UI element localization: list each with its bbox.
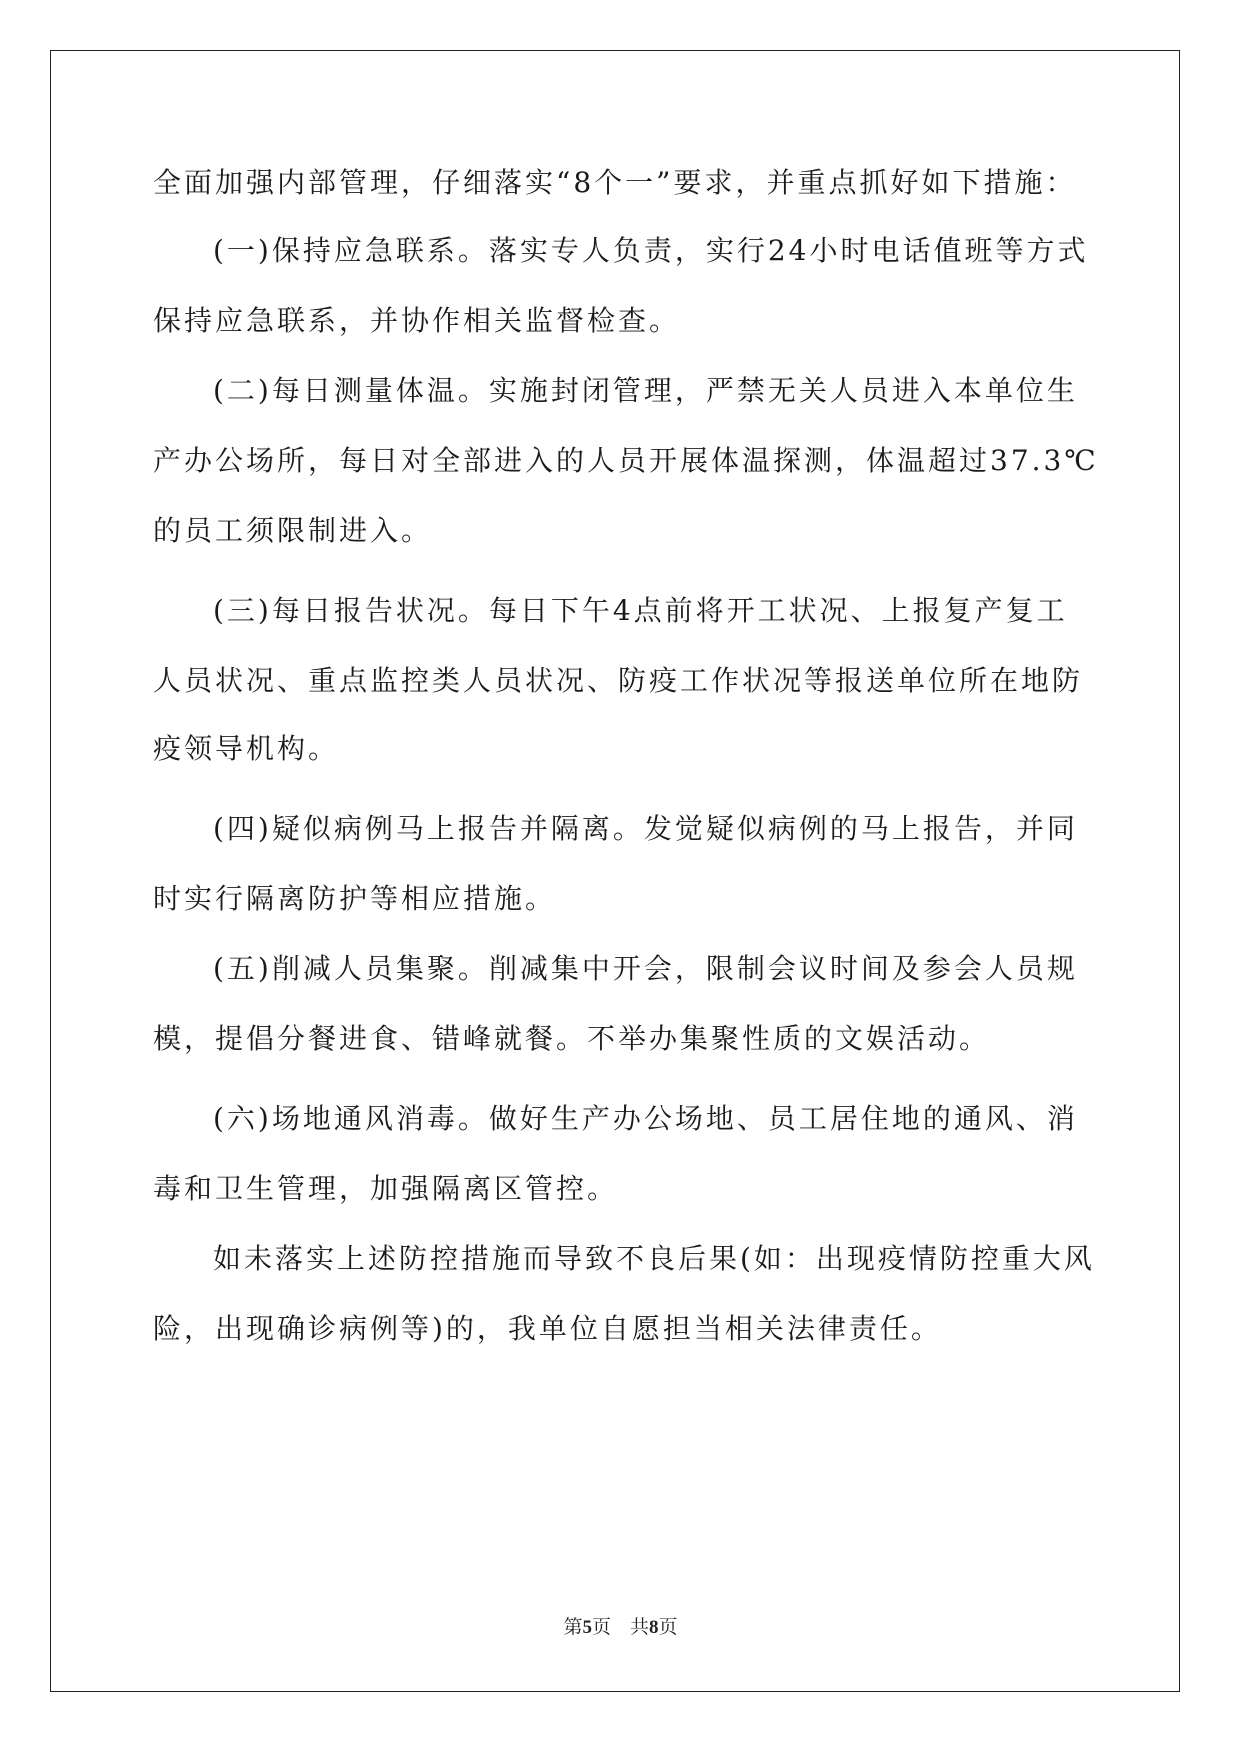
text-line: 产办公场所，每日对全部进入的人员开展体温探测，体温超过37.3℃ xyxy=(153,444,1099,477)
text-line: 保持应急联系，并协作相关监督检查。 xyxy=(153,304,681,337)
current-page-number: 5 xyxy=(582,1617,592,1638)
text-line: 全面加强内部管理，仔细落实“8个一”要求，并重点抓好如下措施： xyxy=(153,166,1077,199)
total-page-number: 8 xyxy=(649,1617,659,1638)
text-line: 毒和卫生管理，加强隔离区管控。 xyxy=(153,1172,619,1205)
text-line: (四)疑似病例马上报告并隔离。发觉疑似病例的马上报告，并同 xyxy=(213,812,1078,845)
footer-suffix: 页 xyxy=(658,1617,678,1638)
text-line: 人员状况、重点监控类人员状况、防疫工作状况等报送单位所在地防 xyxy=(153,664,1084,697)
text-line: 如未落实上述防控措施而导致不良后果(如：出现疫情防控重大风 xyxy=(213,1242,1095,1275)
text-line: 的员工须限制进入。 xyxy=(153,514,433,547)
text-line: (六)场地通风消毒。做好生产办公场地、员工居住地的通风、消 xyxy=(213,1102,1078,1135)
page-border xyxy=(50,50,1180,1692)
page-footer xyxy=(0,1612,1241,1639)
text-line: (五)削减人员集聚。削减集中开会，限制会议时间及参会人员规 xyxy=(213,952,1078,985)
text-line: 模，提倡分餐进食、错峰就餐。不举办集聚性质的文娱活动。 xyxy=(153,1022,991,1055)
text-line: 险，出现确诊病例等)的，我单位自愿担当相关法律责任。 xyxy=(153,1312,942,1345)
footer-prefix: 第 xyxy=(563,1617,583,1638)
footer-mid: 页 共 xyxy=(591,1617,649,1638)
text-line: 时实行隔离防护等相应措施。 xyxy=(153,882,557,915)
text-line: (二)每日测量体温。实施封闭管理，严禁无关人员进入本单位生 xyxy=(213,374,1078,407)
text-line: 疫领导机构。 xyxy=(153,732,340,765)
text-line: (一)保持应急联系。落实专人负责，实行24小时电话值班等方式 xyxy=(213,234,1089,267)
text-line: (三)每日报告状况。每日下午4点前将开工状况、上报复产复工 xyxy=(213,594,1068,627)
